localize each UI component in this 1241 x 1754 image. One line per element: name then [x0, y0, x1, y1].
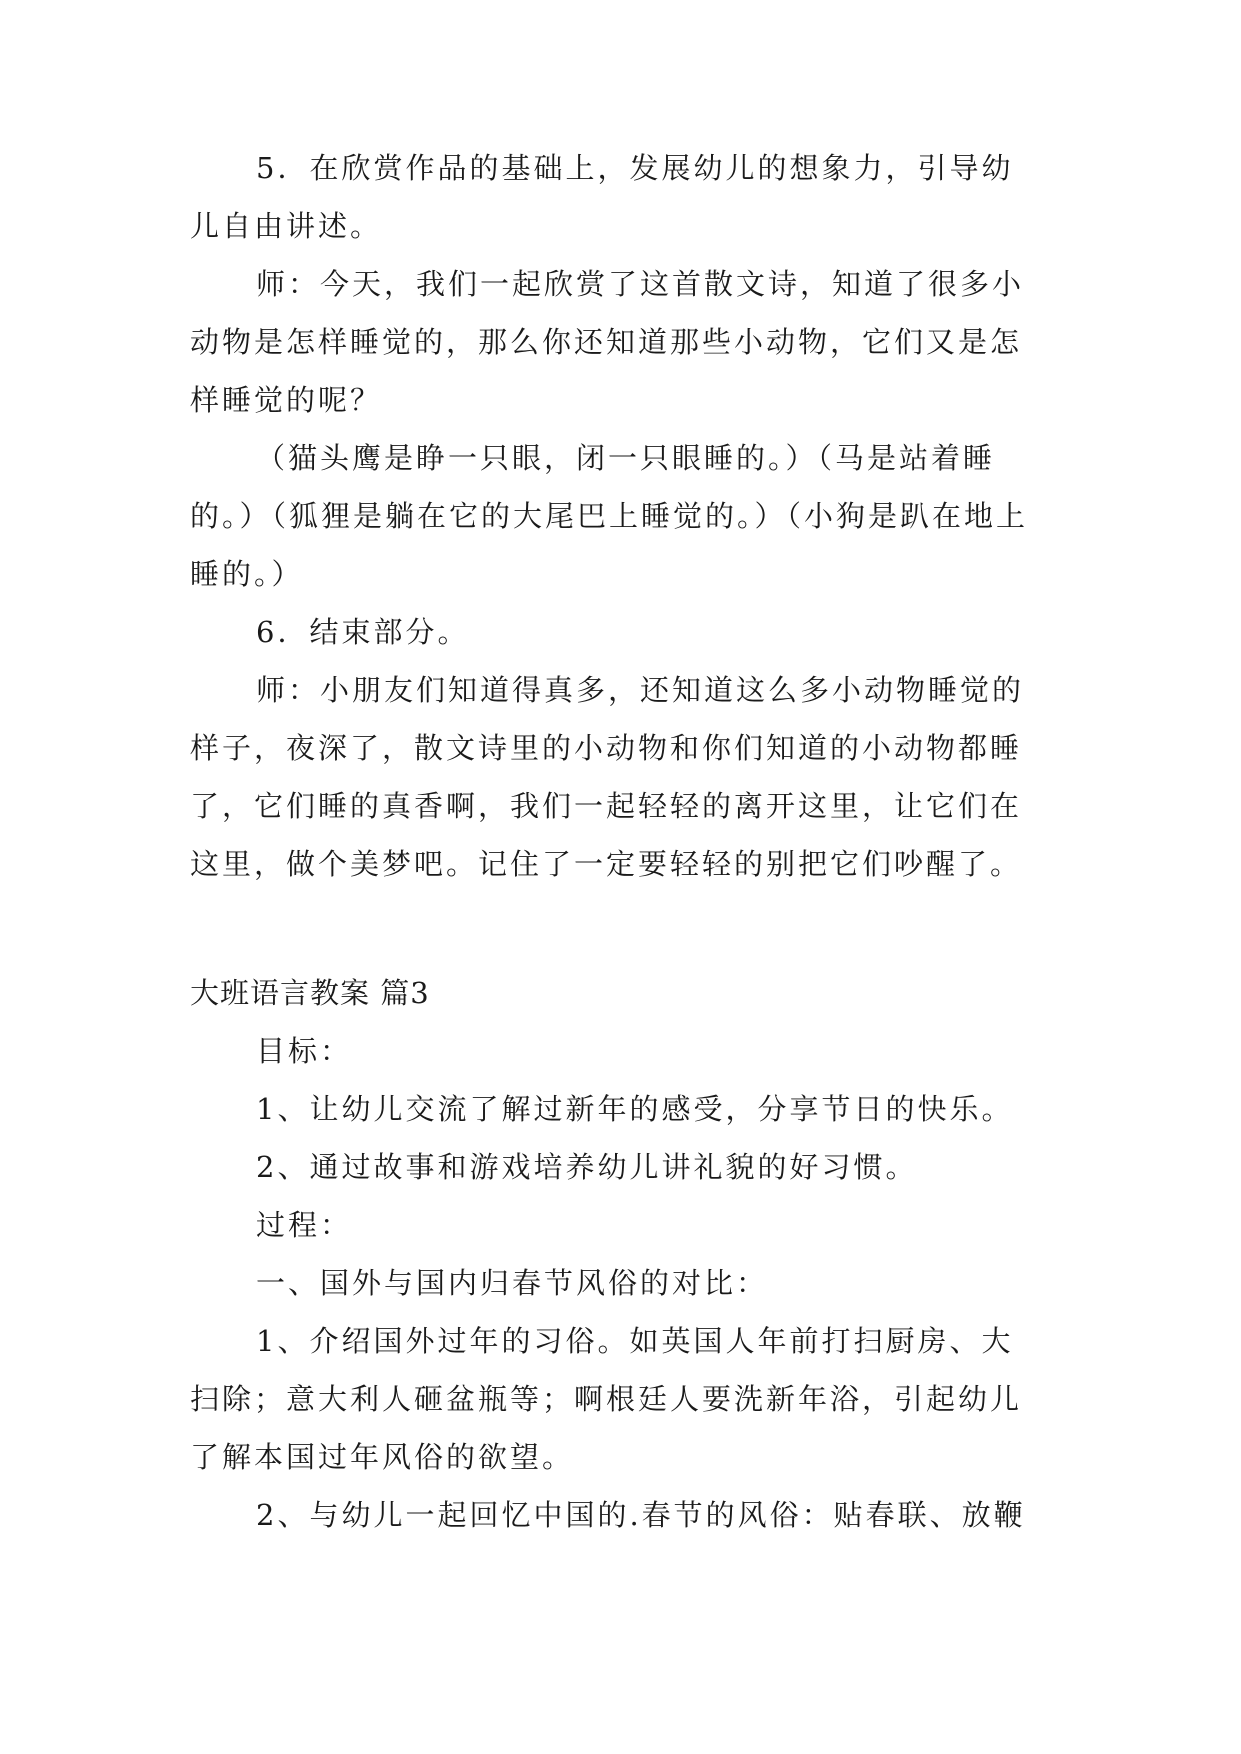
paragraph-line: 了解本国过年风俗的欲望。: [190, 1440, 575, 1474]
paragraph-line: 1、介绍国外过年的习俗。如英国人年前打扫厨房、大: [256, 1324, 1014, 1358]
paragraph-line: （猫头鹰是睁一只眼，闭一只眼睡的。）（马是站着睡: [256, 441, 996, 475]
paragraph-line: 1、让幼儿交流了解过新年的感受，分享节日的快乐。: [256, 1092, 1014, 1126]
paragraph-line: 6．结束部分。: [256, 615, 470, 649]
paragraph-line: 了，它们睡的真香啊，我们一起轻轻的离开这里，让它们在: [190, 789, 1023, 823]
paragraph-line: 动物是怎样睡觉的，那么你还知道那些小动物，它们又是怎: [190, 325, 1023, 359]
paragraph-line: 5．在欣赏作品的基础上，发展幼儿的想象力，引导幼: [256, 151, 1014, 185]
paragraph-line: 样睡觉的呢？: [190, 383, 383, 417]
paragraph-line: 睡的。）: [190, 557, 304, 591]
paragraph-line: 扫除；意大利人砸盆瓶等；啊根廷人要洗新年浴，引起幼儿: [190, 1382, 1023, 1416]
paragraph-line: 师：小朋友们知道得真多，还知道这么多小动物睡觉的: [256, 673, 1025, 707]
paragraph-line: 样子，夜深了，散文诗里的小动物和你们知道的小动物都睡: [190, 731, 1023, 765]
paragraph-line: 2、与幼儿一起回忆中国的.春节的风俗：贴春联、放鞭: [256, 1498, 1026, 1532]
section-1-text: [190, 139, 1060, 893]
paragraph-line: 2、通过故事和游戏培养幼儿讲礼貌的好习惯。: [256, 1150, 918, 1184]
paragraph-line: 过程：: [256, 1208, 353, 1242]
paragraph-line: 这里，做个美梦吧。记住了一定要轻轻的别把它们吵醒了。: [190, 847, 1023, 881]
paragraph-line: 的。）（狐狸是躺在它的大尾巴上睡觉的。）（小狗是趴在地上: [190, 499, 1029, 533]
paragraph-line: 儿自由讲述。: [190, 209, 383, 243]
paragraph-line: 师：今天，我们一起欣赏了这首散文诗，知道了很多小: [256, 267, 1025, 301]
paragraph-line: 一、国外与国内归春节风俗的对比：: [256, 1266, 769, 1300]
section-heading: 大班语言教案 篇3: [190, 976, 430, 1010]
paragraph-line: 目标：: [256, 1034, 353, 1068]
section-2-text: [190, 1022, 1060, 1544]
